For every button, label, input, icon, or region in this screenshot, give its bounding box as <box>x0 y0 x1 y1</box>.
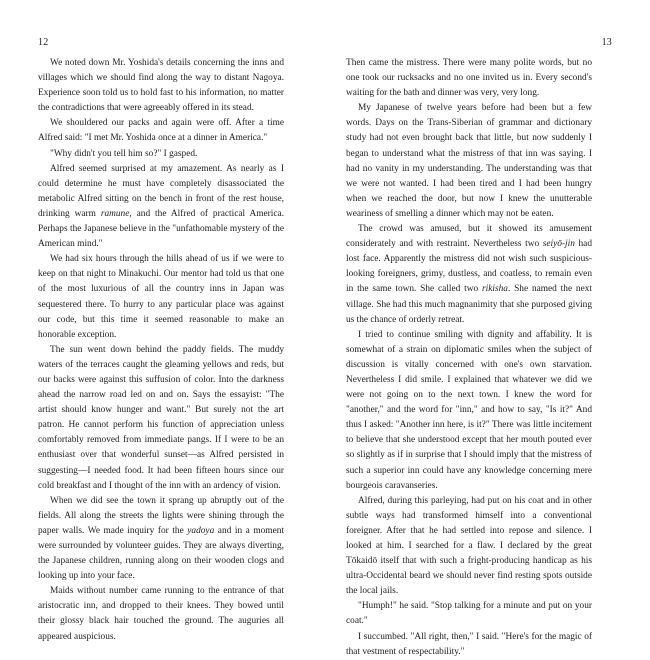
text-run: My Japanese of twelve years before had been but a few words. Days on the Trans-Siberian of grammar and dictionary study had not even brought back that little, but now suddenly I began to understand what the mistress of that inn was saying. I had no vanity in my understanding. The understanding was that we were not wanted. I had been tired and I had been hungry when we reached the door, but now I knew the unutterable weariness of smelling a dinner which may not be eaten. <box>346 103 592 219</box>
paragraph <box>346 101 592 222</box>
text-run: . She named the next village. She had this much magnanimity that she purposed giving us the chance of orderly retreat. <box>346 284 592 325</box>
text-run: Alfred, during this parleying, had put on his coat and in other subtle ways had transformed himself into a conventional foreigner. After that he had settled into repose and silence. I looked at him. I searched for a flaw. I declared by the great Tōkaidō itself that with such a fright-producing handicap as his ultra-Occidental beard we should never find resting spots outside the local jails. <box>346 495 592 597</box>
paragraph <box>38 56 284 116</box>
text-run: Maids without number came running to the entrance of that aristocratic inn, and dropped to their knees. They bowed until their glossy black hair touched the ground. The auguries all appeared auspicious. <box>38 586 284 642</box>
paragraph <box>38 252 284 343</box>
paragraph <box>346 494 592 600</box>
page-body <box>346 56 592 660</box>
paragraph <box>38 116 284 146</box>
text-run: "Humph!" he said. "Stop talking for a minute and put on your coat." <box>346 601 592 627</box>
text-run: Then came the mistress. There were many polite words, but no one took our rucksacks and no one invited us in. Every second's waiting for the bath and dinner was very, very long. <box>346 58 592 99</box>
text-run: When we did see the town it sprang up abruptly out of the fields. All along the streets the lights were shining through the paper walls. We made inquiry for the <box>38 495 284 536</box>
italic-text: ramune <box>100 208 130 219</box>
text-run: We noted down Mr. Yoshida's details concerning the inns and villages which we should find along the way to distant Nagoya. Experience soon told us to hold fast to his information, no matter the contradictions that were agreeably offered in its stead. <box>38 58 284 114</box>
text-run: I succumbed. "All right, then," I said. "Here's for the magic of that vestment of respectability." <box>346 631 592 657</box>
italic-text: seiyō-jin <box>542 239 575 250</box>
text-run: We shouldered our packs and again were off. After a time Alfred said: "I met Mr. Yoshida once at a dinner in America." <box>38 118 284 144</box>
text-run: had lost face. Apparently the mistress did not wish such suspicious-looking foreigners, grimy, dustless, and coatless, to remain even in the same town. She called two <box>346 239 592 295</box>
page-number: 12 <box>38 37 49 48</box>
paragraph <box>346 56 592 101</box>
text-run: The sun went down behind the paddy fields. The muddy waters of the terraces caught the gleaming yellows and reds, but our backs were against this suffusion of color. Into the darkness ahead the narrow road led on and on. Says the essayist: "The artist should know hunger and want." But surely not the art patron. He cannot perform his function of appreciation unless comfortably removed from immediate pangs. If I were to be an enthusiast over that wonderful sunset—as Alfred persisted in suggesting—I needed food. It had been fifteen hours since our cold breakfast and I thought of the inn with an ardency of vision. <box>38 344 284 491</box>
paragraph <box>38 343 284 494</box>
text-run: and in a moment were surrounded by volunteer guides. They are always diverting, the Japanese children, running along on their wooden clogs and looking up into your face. <box>38 525 284 582</box>
page-body <box>38 56 284 645</box>
paragraph <box>38 584 284 644</box>
text-run: , and the Alfred of practical America. Perhaps the Japanese believe in the "unfathomable mystery of the American mind." <box>38 208 285 250</box>
paragraph <box>346 222 592 328</box>
text-run: I tried to continue smiling with dignity and affability. It is somewhat of a strain on diplomatic smiles when the subject of discussion is vitally concerned with one's own starvation. Nevertheless I did smile. I explained that whatever we did we were not going on to the next town. I knew the word for "another," and the word for "inn," and how to say, "Is it?" And thus I asked: "Another inn here, is it?" There was little incitement to believe that she understood except that her mouth pouted ever so slightly as if in surprise that I should imply that the mistress of such a superior inn could have any knowledge concerning mere bourgeois caravanseries. <box>346 329 592 491</box>
page-number: 13 <box>601 37 612 48</box>
italic-text: rikisha <box>481 284 508 295</box>
left-page <box>0 0 325 642</box>
text-run: "Why didn't you tell him so?" I gasped. <box>50 148 198 159</box>
paragraph <box>346 630 592 660</box>
paragraph <box>346 599 592 629</box>
text-run: We had six hours through the hills ahead of us if we were to keep on that night to Minakuchi. Our mentor had told us that one of the most luxurious of all the country inns in Japan was sequestered there. To hurry to any particular place was against our code, but this time it seemed reasonable to make an honorable exception. <box>38 254 284 340</box>
paragraph <box>346 328 592 494</box>
right-page <box>325 0 650 657</box>
italic-text: yadoya <box>187 525 215 536</box>
paragraph <box>38 147 284 162</box>
paragraph <box>38 162 284 253</box>
text-run: The crowd was amused, but it showed its amusement considerately and with restraint. Nevertheless two <box>346 224 592 250</box>
paragraph <box>38 494 284 585</box>
text-run: Alfred seemed surprised at my amazement. As nearly as I could determine he must have completely disassociated the metabolic Alfred sitting on the bench in front of the rest house, drinking warm <box>38 163 284 219</box>
